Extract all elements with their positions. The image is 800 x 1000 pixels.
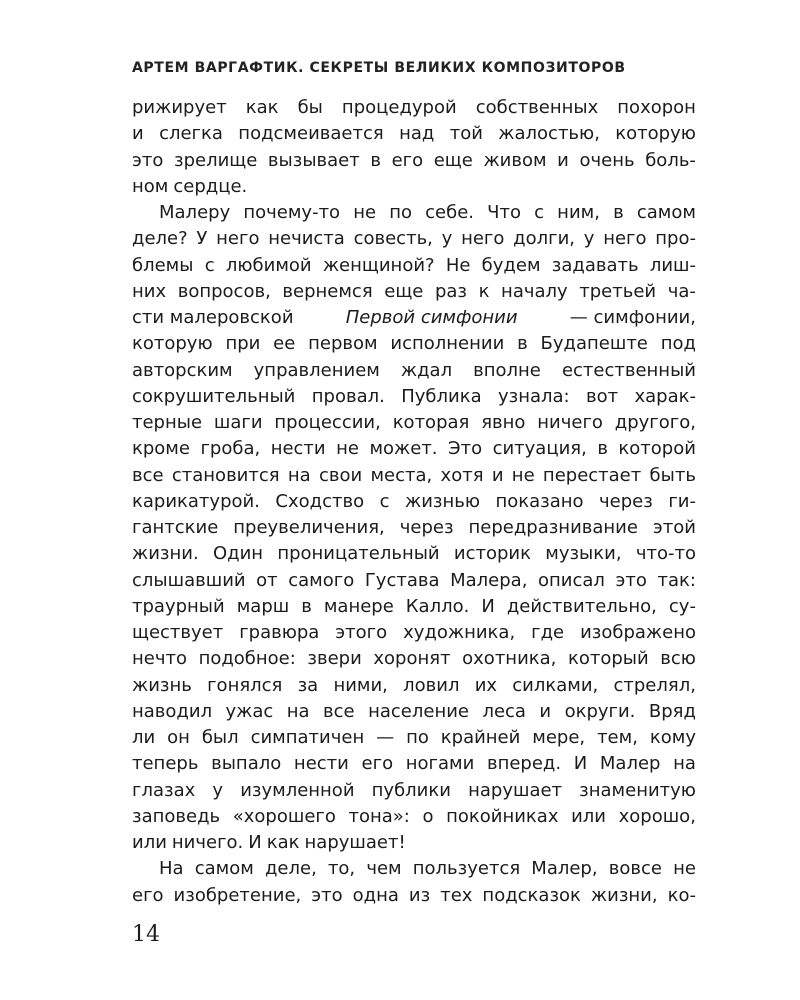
word: у (441, 228, 453, 250)
word: свои (318, 464, 363, 486)
word: еще (433, 149, 473, 171)
word: процессии, (274, 412, 381, 433)
word: На (159, 858, 184, 880)
word: вот (586, 385, 619, 407)
word: ногами (405, 753, 475, 775)
word: манере (323, 595, 394, 617)
word: Один (212, 543, 264, 565)
word: преувеличения, (233, 517, 385, 538)
word: Вряд (648, 700, 696, 722)
word: нечиста (268, 228, 345, 250)
word: ловил (403, 674, 460, 696)
word: Малер (599, 753, 661, 775)
word: в (370, 149, 381, 171)
word: самого (288, 569, 355, 591)
word: вернемся (282, 280, 373, 302)
text-line (132, 541, 696, 567)
word: не (353, 202, 377, 223)
word: жизни. (132, 543, 199, 565)
word: за (297, 674, 319, 696)
word: зрелище (174, 149, 258, 171)
word: и (557, 149, 569, 171)
word: который (567, 648, 649, 670)
word: женщиной? (322, 254, 435, 276)
word: может. (369, 438, 438, 460)
word: нечто (132, 648, 187, 670)
word: пользуется (412, 858, 521, 880)
word: узнала: (498, 385, 570, 407)
text-line (132, 200, 696, 226)
word: У (196, 228, 208, 250)
word: у (212, 779, 224, 801)
word: Малера, (450, 569, 528, 591)
text-line (132, 436, 696, 462)
word: естественный (561, 359, 696, 381)
word: очень (579, 149, 635, 171)
word: симпатичен (250, 727, 365, 748)
word: музыки, (545, 543, 622, 565)
text-line (132, 279, 696, 305)
word: другого, (614, 412, 696, 433)
text-line (132, 358, 696, 384)
word: сокрушительный (132, 385, 296, 407)
word: описал (538, 569, 605, 591)
word: Не (445, 254, 471, 276)
word: ними, (333, 674, 388, 696)
word: которой (618, 438, 696, 460)
work-title: Первой симфонии (345, 307, 518, 328)
word: слышавший (132, 569, 246, 591)
word: Калло. (405, 595, 470, 617)
word: где (531, 622, 565, 643)
running-header: АРТЕМ ВАРГАФТИК. СЕКРЕТЫ ВЕЛИКИХ КОМПОЗИТОРОВ (132, 60, 626, 76)
word: мере, (532, 727, 586, 748)
text-line (132, 331, 696, 357)
word: округи. (564, 700, 636, 722)
word: звери (307, 648, 362, 670)
page-number: 14 (132, 922, 160, 947)
word: которую (132, 333, 213, 355)
text-line (132, 673, 696, 699)
word: ним, (557, 202, 600, 223)
word: о (422, 805, 434, 827)
word: похорон (617, 97, 696, 118)
word: не (336, 438, 359, 460)
text-line (132, 226, 696, 252)
text-line (132, 253, 696, 279)
word: третьей (579, 280, 657, 302)
word: хотя (440, 464, 484, 486)
text-line (132, 725, 696, 751)
word: его (391, 149, 424, 171)
word: к (478, 280, 490, 302)
word: Густава (364, 569, 440, 591)
text-line (132, 489, 696, 515)
word: проницательный (277, 543, 440, 565)
word: ко- (667, 884, 696, 906)
word: и (539, 700, 552, 722)
text-line (132, 620, 696, 646)
word: от (256, 569, 278, 591)
word: с (379, 490, 390, 512)
word: слегка (159, 123, 223, 145)
word: той (449, 123, 483, 145)
word: места, (370, 464, 433, 486)
word: все (132, 464, 164, 486)
word: деле, (264, 858, 317, 880)
word: покойниках (446, 805, 559, 827)
text-line (132, 463, 696, 489)
word: он (167, 727, 190, 748)
word: которая (392, 412, 470, 433)
text-line (132, 699, 696, 725)
word: карикатурой. (132, 490, 260, 512)
word: на (287, 464, 311, 486)
word: ничего (537, 412, 603, 433)
word: и (491, 464, 504, 486)
word: кроме (132, 438, 190, 460)
word: гроба, (200, 438, 261, 460)
word: раз (434, 280, 467, 302)
line-segment: сти малеровской (132, 307, 294, 328)
word: него (603, 228, 647, 250)
word: тем, (597, 727, 638, 748)
word: шаги (213, 412, 263, 433)
word: показано (495, 490, 584, 512)
word: как (266, 832, 300, 853)
word: ужас (225, 700, 274, 722)
word: вопросов, (177, 280, 271, 302)
word: в (613, 202, 624, 223)
word: «хорошего (232, 805, 336, 827)
word: историк (453, 543, 531, 565)
word: ничего. (171, 832, 244, 853)
word: подсмеивается (238, 123, 384, 145)
word: всю (660, 648, 696, 670)
word: задавать (551, 254, 639, 276)
word: нести (270, 438, 326, 460)
word: как (245, 97, 279, 118)
word: с (534, 202, 545, 223)
word: рижирует (132, 97, 227, 118)
text-line (132, 830, 696, 856)
word: это (132, 149, 164, 171)
word: или (132, 832, 167, 853)
word: ном (132, 175, 169, 197)
word: авторским (132, 359, 233, 381)
word: в (597, 438, 608, 460)
word: глазах (132, 779, 196, 801)
word: живом (483, 149, 547, 171)
word: теперь (132, 753, 199, 775)
word: из (408, 884, 431, 906)
word: на (286, 700, 310, 722)
word: и (132, 123, 144, 145)
word: Будапеште (540, 333, 648, 355)
word: одна (352, 884, 399, 906)
word: передразнивание (468, 517, 638, 538)
word: долги, (513, 228, 576, 250)
word: кому (649, 727, 696, 748)
word: Сходство (275, 490, 365, 512)
text-line (132, 515, 696, 541)
word: жизнь (132, 674, 192, 696)
word: быть (649, 464, 696, 486)
word: провал. (311, 385, 385, 407)
word: стрелял, (613, 674, 696, 696)
word: хоронят (373, 648, 451, 670)
word: первом (308, 333, 378, 355)
word: не (673, 858, 696, 880)
text-line (132, 646, 696, 672)
word: наводил (132, 700, 213, 722)
word: подобное: (198, 648, 296, 670)
word: по (406, 727, 429, 748)
word: у (583, 228, 595, 250)
word: на (673, 753, 696, 775)
word: будем (481, 254, 541, 276)
word: тона»: (348, 805, 410, 827)
word: выпало (211, 753, 282, 775)
word: ждал (400, 359, 453, 381)
text-line (132, 174, 696, 200)
word: этой (652, 517, 696, 538)
word: заповедь (132, 805, 221, 827)
word: тех (440, 884, 473, 906)
word: марш (236, 595, 290, 617)
word: управлением (253, 359, 380, 381)
word: исполнении (390, 333, 505, 355)
word: становится (171, 464, 280, 486)
word: су- (668, 595, 696, 617)
body-text (132, 95, 696, 909)
word: перестает (542, 464, 642, 486)
text-line (132, 568, 696, 594)
word: хорошо, (618, 805, 696, 827)
word: так: (657, 569, 696, 591)
word: Малер, (531, 858, 598, 880)
word: самом (636, 202, 696, 223)
word: него (216, 228, 260, 250)
word: этого (335, 622, 388, 643)
word: собственных (475, 97, 599, 118)
word: И (248, 832, 262, 853)
word: блемы (132, 254, 194, 276)
word: боль- (645, 149, 696, 171)
word: них (132, 280, 167, 302)
word: крайней (440, 727, 521, 748)
word: сердце. (173, 175, 248, 197)
word: харак- (634, 385, 696, 407)
text-line (132, 751, 696, 777)
word: процедурой (341, 97, 457, 118)
text-line (132, 95, 696, 121)
word: не (511, 464, 535, 486)
word: гантские (132, 517, 219, 538)
word: вовсе (608, 858, 662, 880)
text-line (132, 148, 696, 174)
word: все (323, 700, 355, 722)
text-line (132, 410, 696, 436)
word: в (517, 333, 528, 355)
word: ее (273, 333, 296, 355)
word: гонялся (207, 674, 283, 696)
word: население (368, 700, 469, 722)
word: вперед. (486, 753, 562, 775)
word: Малеру (159, 202, 231, 223)
word: еще (384, 280, 424, 302)
word: Публика (401, 385, 482, 407)
word: себе. (425, 202, 474, 223)
word: — (376, 727, 395, 748)
word: через (599, 490, 653, 512)
word: при (225, 333, 261, 355)
word: чем (366, 858, 402, 880)
word: явно (481, 412, 526, 433)
word: публики (371, 779, 451, 801)
word: которую (615, 123, 696, 145)
word: И (481, 595, 495, 617)
word: под (660, 333, 696, 355)
text-line (132, 856, 696, 882)
word: леса (482, 700, 526, 722)
word: нести (293, 753, 349, 775)
word: жизнью (404, 490, 480, 512)
word: ситуация, (492, 438, 587, 460)
word: его (361, 753, 394, 775)
word: совесть, (353, 228, 433, 250)
word: жалостью, (498, 123, 600, 145)
word: нарушает! (304, 832, 406, 853)
word: Это (448, 438, 483, 460)
word: любимой (225, 254, 312, 276)
word: самом (194, 858, 254, 880)
word: про- (655, 228, 696, 250)
word: изобретение, (173, 884, 302, 906)
word: был (201, 727, 239, 748)
word: подсказок (482, 884, 581, 906)
word: то, (327, 858, 356, 880)
word: И (573, 753, 588, 775)
word: гравюра (239, 622, 320, 643)
text-line (132, 778, 696, 804)
line-segment: — симфонии, (569, 307, 696, 328)
word: деле? (132, 228, 188, 250)
word: или (571, 805, 606, 827)
text-line (132, 384, 696, 410)
word: в (301, 595, 312, 617)
word: действительно, (506, 595, 657, 617)
word: художника, (403, 622, 516, 643)
word: жизни, (590, 884, 658, 906)
text-line (132, 121, 696, 147)
word: ча- (667, 280, 696, 302)
word: через (399, 517, 454, 538)
word: началу (501, 280, 568, 302)
text-line (132, 804, 696, 830)
word: Что (487, 202, 521, 223)
word: над (399, 123, 435, 145)
word: это (311, 884, 343, 906)
word: охотника, (462, 648, 557, 670)
word: траурный (132, 595, 225, 617)
word: лиш- (649, 254, 696, 276)
word: силками, (512, 674, 599, 696)
word: знаменитую (579, 779, 696, 801)
text-line (132, 883, 696, 909)
word: нарушает (468, 779, 563, 801)
word: по (389, 202, 412, 223)
word: вполне (473, 359, 541, 381)
word: терные (132, 412, 203, 433)
word: с (204, 254, 215, 276)
word: его (132, 884, 164, 906)
word: ществует (132, 622, 224, 643)
word: почему-то (243, 202, 341, 223)
word: их (474, 674, 498, 696)
word: это (615, 569, 647, 591)
text-line (132, 305, 696, 331)
word: изображено (580, 622, 696, 643)
word: ли (132, 727, 156, 748)
word: что-то (635, 543, 696, 565)
word: ги- (668, 490, 696, 512)
word: бы (297, 97, 323, 118)
word: изумленной (240, 779, 355, 801)
word: вызывает (267, 149, 360, 171)
text-line (132, 594, 696, 620)
word: него (461, 228, 505, 250)
